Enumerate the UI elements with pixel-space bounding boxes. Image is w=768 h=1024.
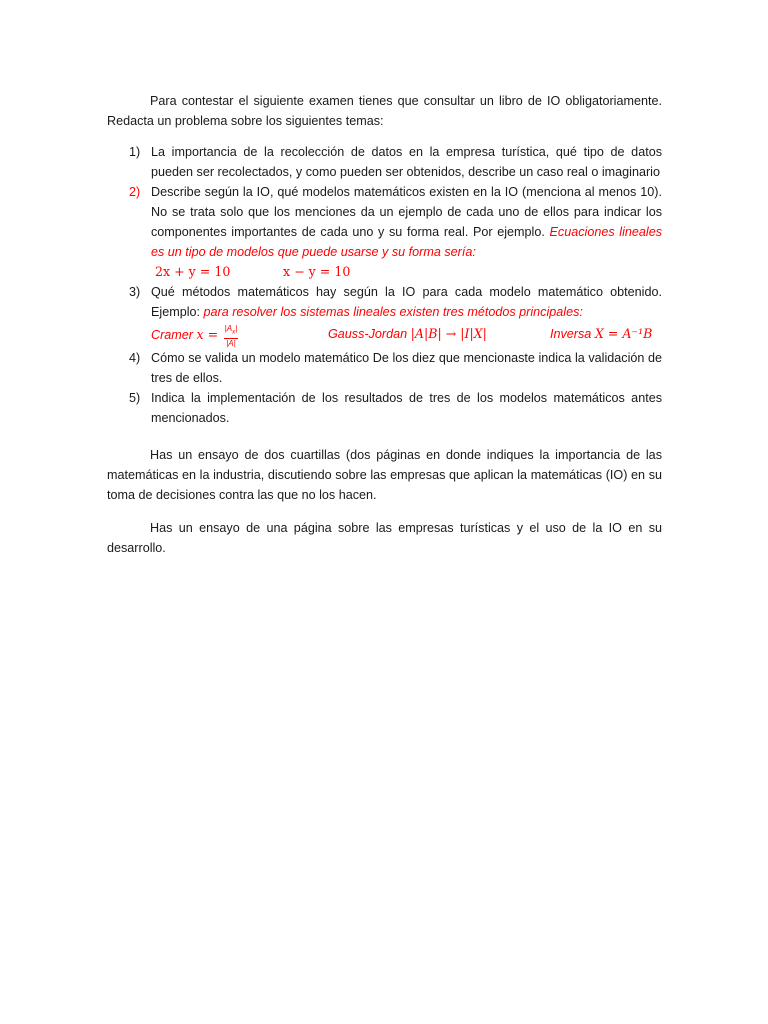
item-text: Qué métodos matemáticos hay según la IO para cada modelo matemático obtenido. Ejemplo:: [151, 285, 662, 319]
cramer-method: [151, 324, 238, 348]
cramer-label: Cramer: [151, 328, 193, 343]
inversa-formula: X = A⁻¹B: [594, 326, 653, 341]
inversa-label: Inversa: [550, 327, 592, 341]
item-text: Describe según la IO, qué modelos matemáticos existen en la IO (menciona al menos 10). No se trata solo que los menciones da un ejemplo de cada uno de ellos para indicar los componentes importantes de cada uno y su forma real. Por ejemplo.: [151, 185, 662, 239]
item-number: 5): [129, 391, 141, 405]
gauss-formula: |A|B| → |I|X|: [410, 326, 487, 341]
item-number: 3): [129, 285, 141, 299]
equation-2: x − y = 10: [283, 264, 351, 279]
cramer-lhs: x =: [196, 327, 219, 343]
essay-paragraph-2: Has un ensayo de una página sobre las empresas turísticas y el uso de la IO en su desarrollo.: [107, 521, 662, 555]
list-item: [107, 142, 662, 182]
cramer-denominator: |A|: [226, 338, 236, 348]
inversa-method: [550, 324, 652, 344]
gauss-method: [328, 324, 487, 344]
item-number: 4): [129, 351, 141, 365]
item-text: Indica la implementación de los resultados de tres de los modelos matemáticos antes mencionados.: [151, 391, 662, 425]
cramer-subscript: x: [232, 329, 236, 336]
item-number: 1): [129, 145, 141, 159]
cramer-numerator: |A: [224, 324, 233, 333]
item-text: Cómo se valida un modelo matemático De los diez que mencionaste indica la validación de tres de ellos.: [151, 351, 662, 385]
question-list: [107, 142, 662, 428]
item-example: para resolver los sistemas lineales existen tres métodos principales:: [203, 305, 583, 319]
item-example: Ecuaciones lineales es un tipo de modelos que puede usarse y su forma sería:: [151, 225, 662, 259]
intro-paragraph: Para contestar el siguiente examen tienes que consultar un libro de IO obligatoriamente. Redacta un problema sobre los siguientes temas:: [107, 94, 662, 128]
list-item: [107, 348, 662, 388]
list-item: [107, 182, 662, 282]
list-item: [107, 282, 662, 348]
methods-row: [151, 322, 662, 348]
essay-paragraph-1: Has un ensayo de dos cuartillas (dos páginas en donde indiques la importancia de las matemáticas en la industria, discutiendo sobre las empresas que aplican la matemáticas (IO) en su toma de decisiones contra las que no los hacen.: [107, 448, 662, 502]
gauss-label: Gauss-Jordan: [328, 327, 408, 341]
cramer-fraction: $\frac{|A_x|}{|A|}$: [224, 324, 238, 348]
item-text: La importancia de la recolección de datos en la empresa turística, qué tipo de datos pueden ser recolectados, y como pueden ser obtenidos, describe un caso real o imaginario: [151, 145, 662, 179]
list-item: [107, 388, 662, 428]
item-number: 2): [129, 185, 141, 199]
equation-row: [151, 262, 662, 282]
equation-1: 2x + y = 10: [155, 264, 231, 279]
